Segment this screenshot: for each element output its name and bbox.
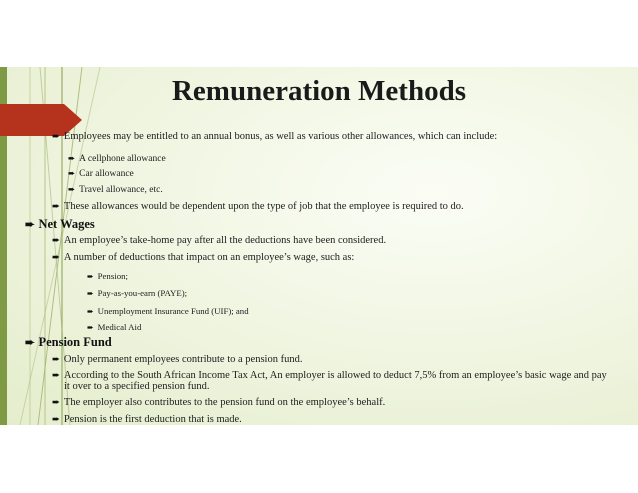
bullet-arrow-icon: ➨ xyxy=(52,415,60,425)
bullet-text: it over to a specified pension fund. xyxy=(64,381,210,392)
bullet-arrow-icon: ➨ xyxy=(52,236,60,246)
bullet-text: Pension Fund xyxy=(38,335,112,349)
bullet-arrow-icon: ➨ xyxy=(87,289,94,298)
bullet-arrow-icon: ➨ xyxy=(68,168,76,178)
slide xyxy=(0,67,638,425)
bullet-item xyxy=(52,414,242,425)
bullet-arrow-icon: ➨ xyxy=(52,355,60,365)
slide-title: Remuneration Methods xyxy=(171,75,466,107)
bullet-arrow-icon: ➨ xyxy=(68,184,76,194)
bullet-text: Employees may be entitled to an annual bonus, as well as various other allowances, which can include: xyxy=(63,131,498,142)
bullet-text: These allowances would be dependent upon the type of job that the employee is required to do. xyxy=(63,201,464,212)
bullet-text: Unemployment Insurance Fund (UIF); and xyxy=(97,306,249,316)
bullet-item xyxy=(52,370,607,381)
bullet-item xyxy=(87,322,141,332)
bullet-item xyxy=(64,381,210,392)
bullet-text: Medical Aid xyxy=(97,322,142,332)
bullet-text: A cellphone allowance xyxy=(79,154,166,164)
bullet-text: Pension is the first deduction that is made. xyxy=(63,414,242,425)
bullet-text: Pay-as-you-earn (PAYE); xyxy=(97,288,188,298)
bullet-arrow-icon: ➨ xyxy=(87,323,94,332)
bullet-item xyxy=(87,271,128,281)
bullet-arrow-icon: ➨ xyxy=(52,132,60,142)
bullet-item xyxy=(68,153,166,164)
bullet-arrow-icon: ➨ xyxy=(52,202,60,212)
bullet-arrow-icon: ➨ xyxy=(52,371,60,381)
bullet-item xyxy=(87,306,249,316)
bullet-arrow-icon: ➨ xyxy=(25,337,35,349)
bullet-text: A number of deductions that impact on an employee’s wage, such as: xyxy=(63,252,355,263)
bullet-text: Travel allowance, etc. xyxy=(79,185,163,195)
bullet-arrow-icon: ➨ xyxy=(68,153,76,163)
bullet-text: According to the South African Income Tax Act, An employer is allowed to deduct 7,5% from an employee’s basic wage and pay xyxy=(63,370,607,381)
bullet-item xyxy=(52,235,386,246)
bullet-text: Only permanent employees contribute to a pension fund. xyxy=(63,354,303,365)
bullet-item xyxy=(68,184,163,195)
bullet-text: The employer also contributes to the pension fund on the employee’s behalf. xyxy=(63,397,386,408)
bullet-text: An employee’s take-home pay after all the deductions have been considered. xyxy=(63,235,387,246)
bullet-item xyxy=(52,397,385,408)
bullet-arrow-icon: ➨ xyxy=(25,219,35,231)
bullet-item xyxy=(52,354,302,365)
bullet-arrow-icon: ➨ xyxy=(52,398,60,408)
bullet-arrow-icon: ➨ xyxy=(87,272,94,281)
bullet-item xyxy=(52,252,354,263)
bullet-arrow-icon: ➨ xyxy=(52,253,60,263)
bullet-item xyxy=(52,201,464,212)
bullet-arrow-icon: ➨ xyxy=(87,307,94,316)
bullet-text: Net Wages xyxy=(38,217,95,231)
bullet-text: Car allowance xyxy=(79,169,134,179)
bullet-item xyxy=(52,131,497,142)
section-heading xyxy=(25,217,95,232)
section-heading xyxy=(25,335,112,350)
bullet-item xyxy=(68,168,134,179)
bullet-text: Pension; xyxy=(97,271,128,281)
bullet-item xyxy=(87,288,187,298)
